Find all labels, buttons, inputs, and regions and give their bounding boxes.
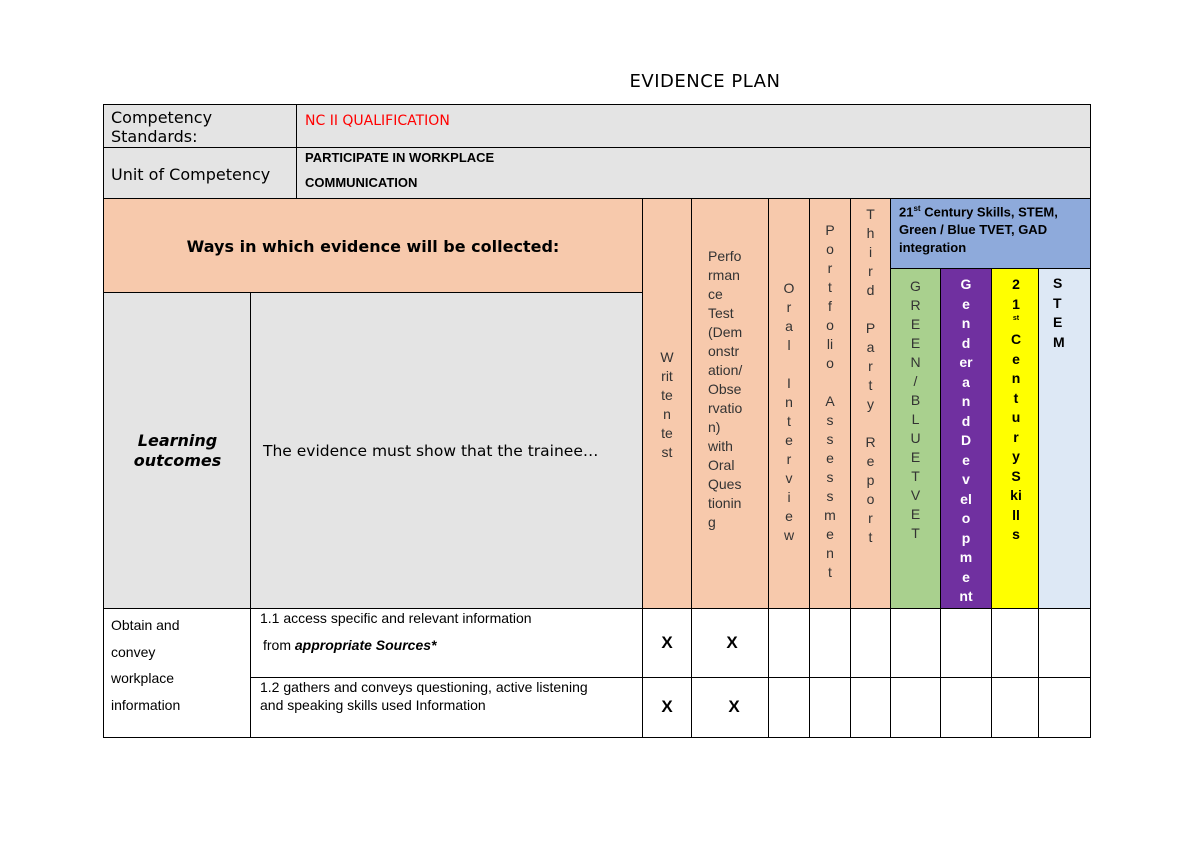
r2-oral-cell (768, 677, 810, 738)
criterion-1-1-emph: appropriate Sources* (294, 637, 437, 653)
gender-development-header (940, 268, 992, 609)
outcome-line3: workplace (111, 670, 175, 686)
ways-header: Ways in which evidence will be collected: (186, 237, 560, 256)
r2-written-cell (642, 677, 692, 738)
r2-green-cell (890, 677, 941, 738)
unit-of-competency-value-cell (296, 147, 1091, 199)
unit-of-competency-value-line2: COMMUNICATION (305, 175, 418, 190)
unit-of-competency-value-line1: PARTICIPATE IN WORKPLACE (305, 150, 495, 165)
evidence-header-cell (250, 292, 643, 609)
r1-third-party-cell (850, 608, 891, 678)
r2-century-cell (991, 677, 1039, 738)
oral-interview-label: O r a l I n t e r v i e w (783, 280, 795, 543)
century-rest-label: C e n t u r y S ki ll s (1010, 331, 1022, 542)
outcome-text (111, 612, 180, 718)
criterion-1-2-line1: 1.2 gathers and conveys questioning, active listening (260, 679, 588, 695)
competency-standards-label: Competency Standards: (111, 108, 213, 146)
outcome-cell (103, 608, 251, 738)
outcome-line4: information (111, 696, 181, 713)
unit-of-competency-label: Unit of Competency (111, 165, 271, 184)
written-test-label: W rit te n te st (660, 349, 674, 460)
skills-rest: Century Skills, STEM, (920, 204, 1058, 220)
unit-of-competency-label-cell (103, 147, 297, 199)
r1-written-cell (642, 608, 692, 678)
r1-written-mark: X (661, 633, 673, 652)
r1-stem-cell (1038, 608, 1091, 678)
r1-oral-cell (768, 608, 810, 678)
portfolio-header (809, 198, 851, 609)
criterion-1-1-cell (250, 608, 643, 678)
stem-label: S T E M (1053, 275, 1065, 350)
competency-standards-value: NC II QUALIFICATION (305, 113, 450, 129)
outcome-line2: convey (111, 643, 156, 660)
learning-outcomes-header: Learning outcomes (133, 431, 222, 470)
portfolio-label: P o r t f o li o A s s e s s m e n t (824, 222, 836, 580)
skills-line3: integration (899, 240, 967, 256)
ways-header-cell (103, 198, 643, 293)
r2-written-mark: X (661, 697, 673, 716)
oral-interview-header (768, 198, 810, 609)
r1-performance-mark: X (726, 633, 738, 652)
outcome-line1: Obtain and (111, 617, 180, 633)
gender-development-label: G e n d er a n d D e v el o p m e nt (959, 276, 973, 604)
criterion-1-1-line2 (263, 637, 437, 653)
skills-sup: st (913, 204, 921, 213)
r1-portfolio-cell (809, 608, 851, 678)
stem-header (1038, 268, 1091, 609)
skills-integration-label (899, 200, 1058, 257)
skills-prefix: 21 (899, 204, 914, 220)
r2-performance-cell (691, 677, 769, 738)
evidence-header: The evidence must show that the trainee… (263, 442, 599, 460)
century-top-label: 2 1 (1012, 276, 1020, 312)
third-party-header (850, 198, 891, 609)
criterion-1-1-line1: 1.1 access specific and relevant information (260, 610, 532, 626)
skills-line2: Green / Blue TVET, GAD (899, 222, 1048, 238)
competency-standards-label-cell (103, 104, 297, 148)
learning-outcomes-header-cell (103, 292, 251, 609)
page-title: EVIDENCE PLAN (629, 71, 781, 92)
century-skills-header (991, 268, 1039, 609)
r2-portfolio-cell (809, 677, 851, 738)
criterion-1-2-cell (250, 677, 643, 738)
criterion-1-1-prefix: from (263, 637, 295, 653)
green-blue-tvet-header (890, 268, 941, 609)
criterion-1-2-line2: and speaking skills used Information (260, 697, 486, 713)
r1-performance-cell (691, 608, 769, 678)
r1-gender-cell (940, 608, 992, 678)
performance-test-header (691, 198, 769, 609)
r2-performance-mark: X (728, 697, 740, 716)
third-party-label: T h i r d P a r t y R e p o r t (865, 206, 876, 545)
green-blue-tvet-label: G R E E N / B L U E T V E T (910, 278, 921, 541)
skills-integration-header (890, 198, 1091, 269)
century-sup-label: st (1012, 315, 1020, 322)
r2-third-party-cell (850, 677, 891, 738)
r1-green-cell (890, 608, 941, 678)
written-test-header (642, 198, 692, 609)
r2-gender-cell (940, 677, 992, 738)
r2-stem-cell (1038, 677, 1091, 738)
performance-test-label: Perfo rman ce Test (Dem onstr ation/ Obse rvatio n) with Oral Ques tionin g (708, 248, 743, 530)
competency-standards-value-cell (296, 104, 1091, 148)
r1-century-cell (991, 608, 1039, 678)
